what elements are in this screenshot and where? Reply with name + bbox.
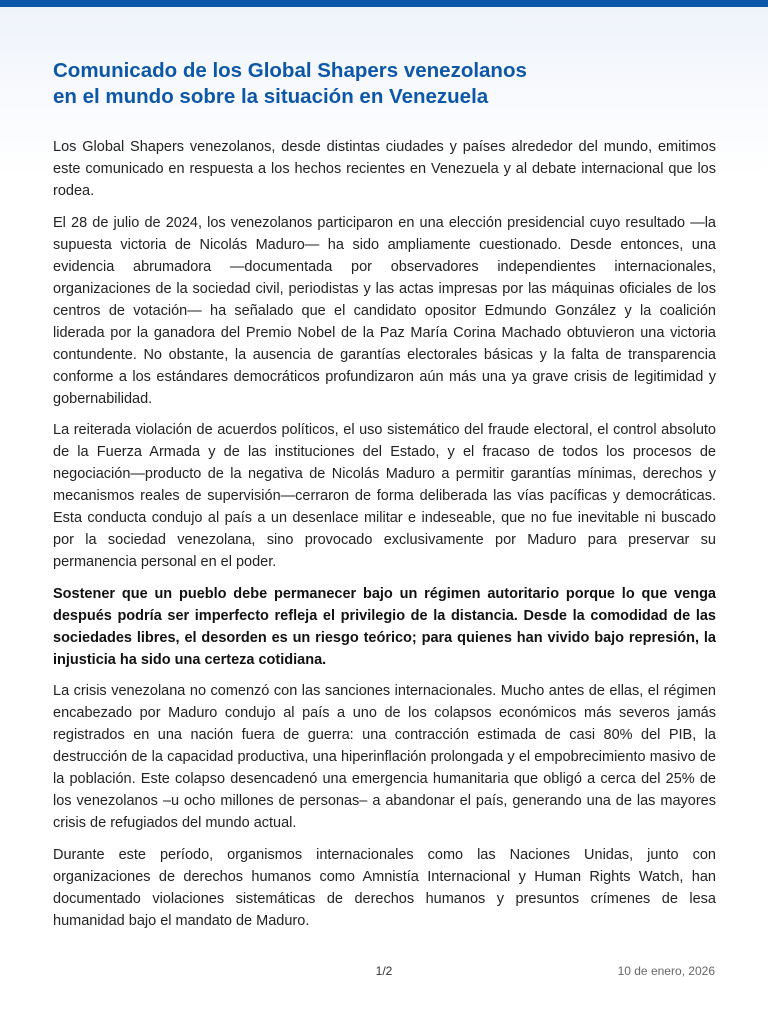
paragraph-human-rights: Durante este período, organismos internacionales como las Naciones Unidas, junto con organizaciones de derechos humanos como Amnistía Internacional y Human Rights Watch, han documentado violaciones sistemáticas de derechos humanos y presuntos crímenes de lesa humanidad bajo el mandato de Maduro. bbox=[53, 846, 716, 929]
document-page bbox=[53, 58, 716, 941]
paragraph-emphasis: Sostener que un pueblo debe permanecer bajo un régimen autoritario porque lo que venga después podría ser imperfecto refleja el privilegio de la distancia. Desde la comodidad de las sociedades libres, el desorden es un riesgo teórico; para quienes han vivido bajo represión, la injusticia ha sido una certeza cotidiana. bbox=[53, 585, 716, 668]
page-number: 1/2 bbox=[375, 964, 393, 978]
document-date: 10 de enero, 2026 bbox=[617, 964, 715, 978]
paragraph-election: El 28 de julio de 2024, los venezolanos participaron en una elección presidencial cuyo resultado —la supuesta victoria de Nicolás Maduro— ha sido ampliamente cuestionado. Desde entonces, una evidencia abrumadora —documentada por observadores independientes internacionales, organizaciones de la sociedad civil, periodistas y las actas impresas por las máquinas oficiales de los centros de votación— ha señalado que el candidato opositor Edmundo González y la coalición liderada por la ganadora del Premio Nobel de la Paz María Corina Machado obtuvieron una victoria contundente. No obstante, la ausencia de garantías electorales básicas y la falta de transparencia conforme a los estándares democráticos profundizaron aún más una ya grave crisis de legitimidad y gobernabilidad. bbox=[53, 214, 716, 407]
document-title bbox=[53, 58, 716, 110]
title-line-2: en el mundo sobre la situación en Venezuela bbox=[53, 85, 489, 108]
paragraph-intro: Los Global Shapers venezolanos, desde distintas ciudades y países alrededor del mundo, emitimos este comunicado en respuesta a los hechos recientes en Venezuela y al debate internacional que los rodea. bbox=[53, 139, 716, 199]
paragraph-economic-crisis: La crisis venezolana no comenzó con las sanciones internacionales. Mucho antes de ellas, el régimen encabezado por Maduro condujo al país a uno de los colapsos económicos más severos jamás registrados en una nación fuera de guerra: una contracción estimada de casi 80% del PIB, la destrucción de la capacidad productiva, una hiperinflación prolongada y el empobrecimiento masivo de la población. Este colapso desencadenó una emergencia humanitaria que obligó a cerca del 25% de los venezolanos –u ocho millones de personas– a abandonar el país, generando una de las mayores crisis de refugiados del mundo actual. bbox=[53, 683, 716, 831]
paragraph-violations: La reiterada violación de acuerdos políticos, el uso sistemático del fraude electoral, el control absoluto de la Fuerza Armada y de las instituciones del Estado, y el fracaso de todos los procesos de negociación—producto de la negativa de Nicolás Maduro a permitir garantías mínimas, derechos y mecanismos reales de supervisión—cerraron de forma deliberada las vías pacíficas y democráticas. Esta conducta condujo al país a un desenlace militar e indeseable, que no fue inevitable ni buscado por la sociedad venezolana, sino provocado exclusivamente por Maduro para preservar su permanencia personal en el poder. bbox=[53, 422, 716, 570]
top-accent-bar bbox=[0, 0, 768, 7]
title-line-1: Comunicado de los Global Shapers venezolanos bbox=[53, 59, 527, 82]
